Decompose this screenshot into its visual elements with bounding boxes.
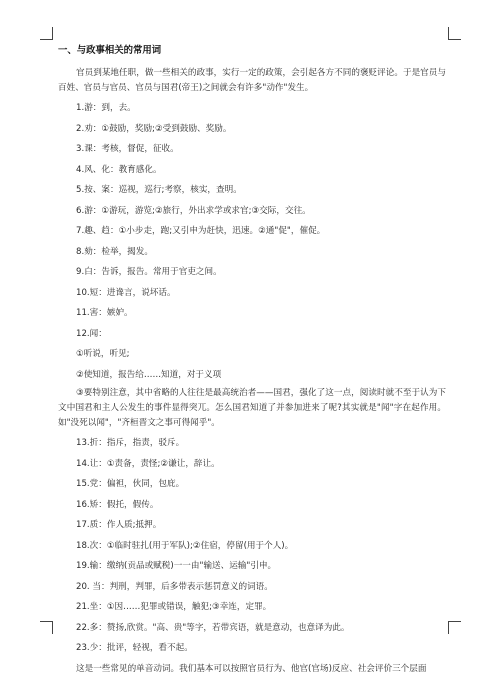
entry-line: 5.按、案：巡视，巡行;考察，核实，查明。	[76, 185, 242, 195]
entry-line: 19.输：缴纳(贡品或赋税)一一由"输送、运输"引申。	[76, 561, 277, 571]
entry-line: 20. 当：判刑，判罪，后多带表示惩罚意义的词语。	[76, 581, 273, 592]
section-heading: 一、与政事相关的常用词	[58, 45, 162, 56]
entry-line: 9.白：告诉，报告。常用于官吏之间。	[76, 267, 222, 277]
entry-line: 11.害：嫉妒。	[76, 308, 133, 318]
crop-mark-top-right	[448, 27, 461, 40]
entry-line: 8.劾：检举，揭发。	[76, 246, 153, 257]
entry-line: 1.游：到，去。	[76, 103, 136, 113]
crop-mark-bottom-right	[448, 621, 461, 634]
entry-line: 16.矫：假托，假传。	[76, 499, 159, 510]
entry-line: 23.少：批评，轻视，看不起。	[76, 643, 193, 653]
entry-line: 17.质：作人质;抵押。	[76, 520, 162, 530]
entry-line: 21.坐：①因……犯罪或错误，触犯;③幸连，定罪。	[76, 602, 272, 612]
crop-mark-bottom-left	[40, 621, 53, 634]
entry-line: 2.劝：①鼓励，奖励;②受到鼓励、奖励。	[76, 123, 232, 134]
entry-line: 15.党：偏袒，伙同，包庇。	[76, 479, 185, 489]
entry-line: 22.多：赞扬,欣赏。"高、贵"等字，若带宾语，就是意动，也意译为此。	[76, 622, 350, 633]
entry-line: 13.折：指斥，指责，驳斥。	[76, 438, 185, 448]
crop-mark-top-left	[40, 27, 53, 40]
closing-line: 这是一些常见的单音动词。我们基本可以按照官员行为、他官(官场)反应、社会评价三个层面	[76, 663, 427, 674]
entry-line: 6.游：①游玩，游览;②旅行，外出求学或求官;③交际，交往。	[76, 205, 311, 216]
entry-line: 14.让：①责备，责怪;②谦让，辞让。	[76, 458, 220, 469]
entry-line: 10.短：进谗言，说坏话。	[76, 287, 176, 298]
entry-line: 18.次：①临时驻扎(用于军队);②住宿，停留(用于个人)。	[76, 540, 294, 551]
note-paragraph: ③要特别注意，其中省略的人往往是最高统治者——国君，强化了这一点，阅读时就不至于认为下文中国君和主人公发生的事件显得突兀。怎么国君知道了并参加进来了呢?其实就是"闻"字在起作用。如"没死以闻"，"齐桓晋文之事可得闻乎"。	[58, 388, 447, 428]
entry-line: ②使知道，报告给……知道，对于义项	[76, 369, 222, 380]
entry-line: 12.闻：	[76, 328, 107, 339]
entry-line: 4.风、化：教育感化。	[76, 164, 162, 175]
intro-paragraph: 官员到某地任职，做一些相关的政事，实行一定的政策，会引起各方不同的褒贬评论。于是官员与百姓、官员与官员、官员与国君(帝王)之间就会有许多"动作"发生。	[58, 68, 446, 93]
entry-line: 3.课：考核，督促，征收。	[76, 144, 179, 154]
entry-line: 7.趣、趋：①小步走，跑;又引申为赶快，迅速。②通"促"，催促。	[76, 226, 326, 236]
entry-line: ①听说，听见;	[76, 349, 130, 359]
document-body	[58, 44, 446, 682]
